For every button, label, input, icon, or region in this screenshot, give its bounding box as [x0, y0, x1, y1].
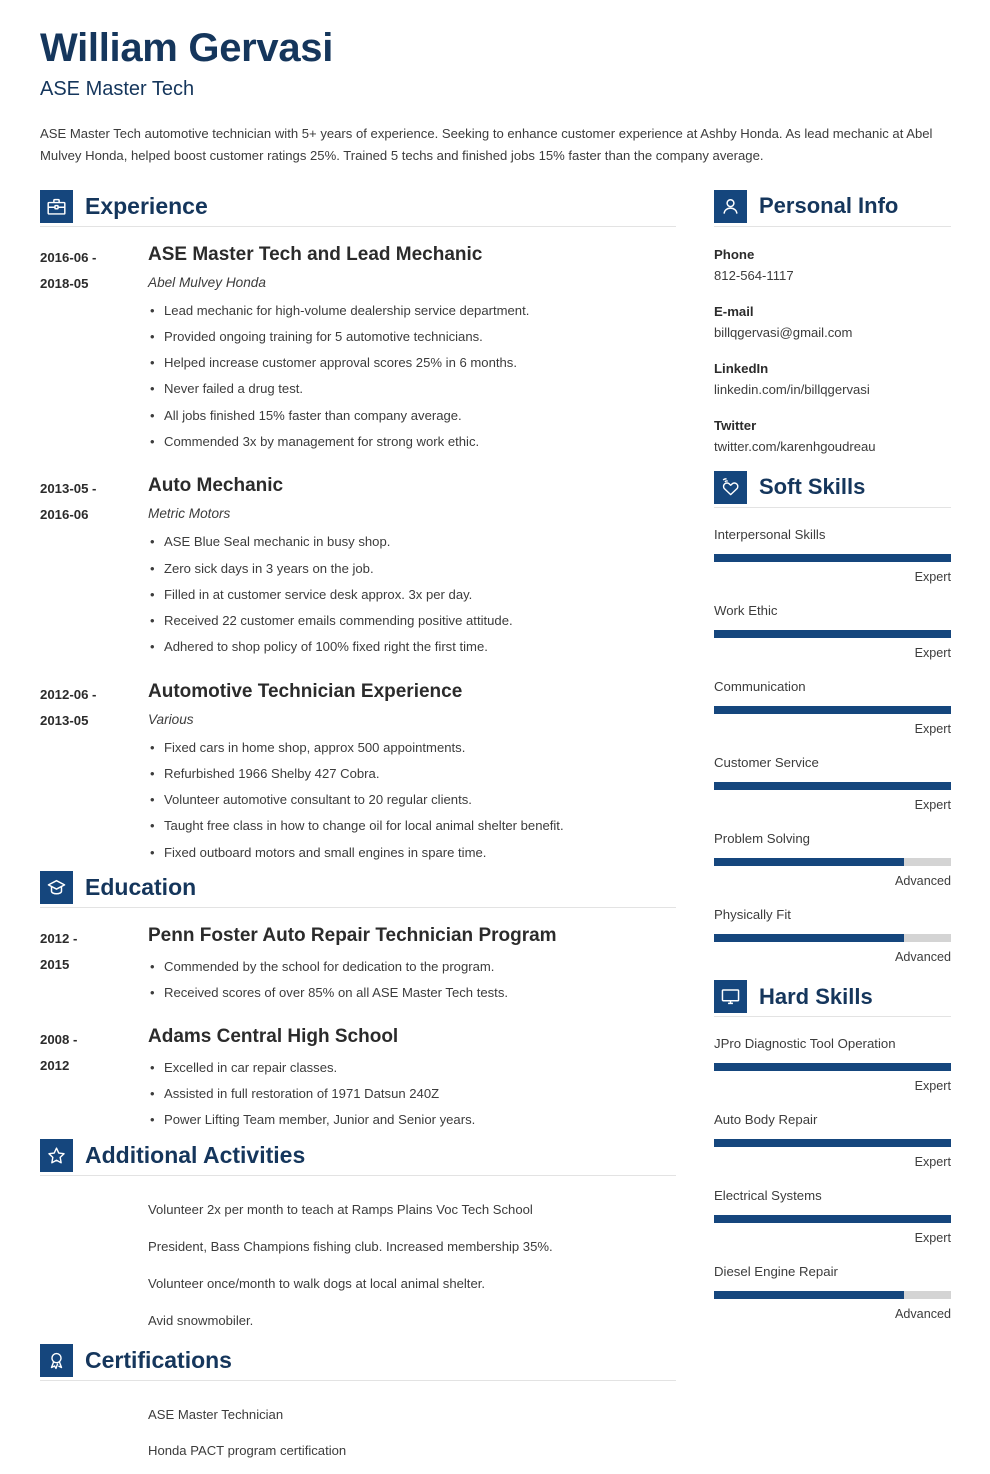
skill-bar-fill	[714, 554, 951, 562]
skill-bar-fill	[714, 1139, 951, 1147]
field-value[interactable]: linkedin.com/in/billqgervasi	[714, 381, 870, 397]
skill-label: Auto Body Repair	[714, 1112, 818, 1128]
personal-info-field	[714, 300, 950, 344]
skill-level: Expert	[914, 1231, 951, 1246]
skill-bar	[714, 858, 951, 866]
additional-activities-divider	[40, 1175, 676, 1176]
skill-item	[714, 524, 950, 587]
certifications-divider	[40, 1380, 676, 1381]
skill-level: Advanced	[894, 950, 951, 965]
education-divider	[40, 907, 676, 908]
experience-heading	[40, 190, 676, 223]
bullet-item: • Volunteer automotive consultant to 20 regular clients.	[148, 787, 676, 813]
bullet-item: • Refurbished 1966 Shelby 427 Cobra.	[148, 761, 676, 787]
skill-label: JPro Diagnostic Tool Operation	[714, 1036, 896, 1052]
skill-item	[714, 676, 950, 739]
education-entry	[40, 924, 676, 1005]
section-certifications	[40, 1344, 676, 1471]
date-end: 2015	[40, 957, 70, 973]
field-value[interactable]: twitter.com/karenhgoudreau	[714, 439, 876, 455]
briefcase-icon	[40, 190, 73, 223]
bullet-item: • Received scores of over 85% on all ASE Master Tech tests.	[148, 979, 676, 1005]
skill-bar	[714, 1215, 951, 1223]
education-heading	[40, 871, 676, 904]
experience-divider	[40, 226, 676, 227]
school-name: Penn Foster Auto Repair Technician Program	[148, 925, 557, 947]
skill-item	[714, 1261, 950, 1324]
job-bullets	[148, 734, 676, 865]
hard-skills-title: Hard Skills	[759, 983, 873, 1009]
personal-info-field	[714, 357, 950, 401]
certifications-title: Certifications	[85, 1346, 232, 1373]
hard-skills-list	[714, 1033, 950, 1324]
right-column	[676, 190, 950, 1337]
experience-title: Experience	[85, 192, 208, 219]
skill-bar-fill	[714, 1215, 951, 1223]
additional-activities-title: Additional Activities	[85, 1141, 306, 1168]
skill-label: Customer Service	[714, 755, 819, 770]
personal-info-field	[714, 243, 950, 287]
job-title: ASE Master Tech and Lead Mechanic	[148, 243, 483, 265]
skill-item	[714, 1185, 950, 1248]
person-icon	[714, 190, 747, 223]
section-additional-activities	[40, 1139, 676, 1340]
experience-entry	[40, 680, 676, 865]
date-end: 2018-05	[40, 275, 89, 291]
job-bullets	[148, 529, 676, 660]
section-hard-skills	[714, 980, 950, 1324]
experience-entry	[40, 243, 676, 455]
skill-bar	[714, 630, 951, 638]
job-title: Auto Mechanic	[148, 475, 284, 497]
experience-entry-body	[148, 680, 676, 865]
education-bullets	[148, 1054, 676, 1133]
skill-bar-fill	[714, 934, 904, 942]
field-label: Phone	[714, 246, 755, 262]
skill-bar-fill	[714, 1063, 951, 1071]
bullet-item: • Adhered to shop policy of 100% fixed right the first time.	[148, 634, 676, 660]
field-value[interactable]: 812-564-1117	[714, 267, 794, 283]
personal-info-title: Personal Info	[759, 193, 899, 219]
skill-item	[714, 1109, 950, 1172]
certifications-list	[40, 1397, 676, 1471]
bullet-item: • Fixed cars in home shop, approx 500 appointments.	[148, 734, 676, 760]
skill-item	[714, 752, 950, 815]
activity-item: President, Bass Champions fishing club. Increased membership 35%.	[148, 1238, 553, 1254]
soft-skills-heading	[714, 471, 950, 504]
personal-info-heading	[714, 190, 950, 223]
skill-item	[714, 904, 950, 967]
hard-skills-divider	[714, 1016, 951, 1017]
soft-skills-title: Soft Skills	[759, 474, 866, 500]
professional-summary: ASE Master Tech automotive technician with 5+ years of experience. Seeking to enhance customer experience at Ashby Honda. As lead mechanic at Abel Mulvey Honda, helped boost customer ratings 25%. Trained 5 techs and finished jobs 15% faster than the company average.	[40, 125, 933, 164]
skill-item	[714, 600, 950, 663]
employer-name: Metric Motors	[148, 506, 231, 522]
date-start: 2013-05 -	[40, 481, 97, 497]
skill-label: Physically Fit	[714, 907, 791, 923]
activity-item: Avid snowmobiler.	[148, 1312, 254, 1328]
education-entry-body	[148, 1025, 676, 1132]
skill-bar	[714, 1139, 951, 1147]
skill-bar	[714, 1063, 951, 1071]
skill-label: Problem Solving	[714, 831, 811, 847]
experience-entries	[40, 243, 676, 866]
date-start: 2008 -	[40, 1032, 78, 1048]
candidate-name: William Gervasi	[40, 26, 334, 70]
graduation-cap-icon	[40, 871, 73, 904]
experience-entry-body	[148, 243, 676, 455]
date-start: 2016-06 -	[40, 249, 97, 265]
date-end: 2013-05	[40, 712, 89, 728]
bullet-item: • Excelled in car repair classes.	[148, 1054, 676, 1080]
personal-info-field	[714, 414, 950, 458]
heart-icon	[714, 471, 747, 504]
skill-level: Expert	[914, 646, 951, 661]
additional-activities-heading	[40, 1139, 676, 1172]
skill-level: Expert	[914, 798, 951, 813]
skill-item	[714, 1033, 950, 1096]
skill-level: Expert	[914, 1079, 951, 1094]
skill-level: Expert	[914, 722, 951, 737]
date-start: 2012 -	[40, 931, 78, 947]
section-education	[40, 871, 676, 1132]
bullet-item: • Lead mechanic for high-volume dealership service department.	[148, 297, 676, 323]
date-start: 2012-06 -	[40, 686, 97, 702]
skill-bar-fill	[714, 858, 904, 866]
award-ribbon-icon	[40, 1344, 73, 1377]
skill-level: Expert	[914, 1155, 951, 1170]
section-soft-skills	[714, 471, 950, 967]
skill-bar-fill	[714, 630, 951, 638]
soft-skills-divider	[714, 507, 951, 508]
bullet-item: • Received 22 customer emails commending positive attitude.	[148, 608, 676, 634]
candidate-job-title: ASE Master Tech	[40, 77, 195, 100]
skill-bar	[714, 934, 951, 942]
skill-item	[714, 828, 950, 891]
skill-label: Communication	[714, 678, 806, 694]
experience-entry-body	[148, 474, 676, 659]
skill-level: Advanced	[894, 1307, 951, 1322]
bullet-item: • Power Lifting Team member, Junior and Senior years.	[148, 1107, 676, 1133]
school-name: Adams Central High School	[148, 1026, 399, 1048]
soft-skills-list	[714, 524, 950, 967]
education-dates	[40, 924, 148, 1005]
skill-level: Expert	[914, 570, 951, 585]
additional-activities-list	[40, 1192, 676, 1340]
resume-columns	[0, 190, 990, 1474]
certifications-heading	[40, 1344, 676, 1377]
date-end: 2016-06	[40, 507, 89, 523]
skill-label: Diesel Engine Repair	[714, 1264, 838, 1280]
monitor-icon	[714, 980, 747, 1013]
field-value[interactable]: billqgervasi@gmail.com	[714, 324, 853, 340]
skill-bar	[714, 1291, 951, 1299]
skill-bar-fill	[714, 1291, 904, 1299]
skill-bar-fill	[714, 782, 951, 790]
field-label: Twitter	[714, 417, 757, 433]
field-label: E-mail	[714, 303, 754, 319]
education-title: Education	[85, 874, 197, 901]
bullet-item: • Commended by the school for dedication to the program.	[148, 953, 676, 979]
bullet-item: • Provided ongoing training for 5 automotive technicians.	[148, 323, 676, 349]
experience-dates	[40, 474, 148, 659]
date-end: 2012	[40, 1058, 70, 1074]
section-experience	[40, 190, 676, 866]
personal-info-fields	[714, 243, 950, 458]
bullet-item: • Never failed a drug test.	[148, 376, 676, 402]
activity-item: Volunteer 2x per month to teach at Ramps Plains Voc Tech School	[148, 1201, 533, 1217]
skill-bar	[714, 706, 951, 714]
skill-label: Interpersonal Skills	[714, 526, 826, 542]
section-personal-info	[714, 190, 950, 458]
job-bullets	[148, 297, 676, 454]
bullet-item: • Commended 3x by management for strong work ethic.	[148, 428, 676, 454]
resume-header	[0, 0, 990, 168]
bullet-item: • Assisted in full restoration of 1971 Datsun 240Z	[148, 1080, 676, 1106]
employer-name: Various	[148, 711, 194, 727]
bullet-item: • ASE Blue Seal mechanic in busy shop.	[148, 529, 676, 555]
bullet-item: • Fixed outboard motors and small engines in spare time.	[148, 839, 676, 865]
certification-item: Honda PACT program certification	[148, 1443, 347, 1459]
skill-bar-fill	[714, 706, 951, 714]
personal-info-divider	[714, 226, 951, 227]
activity-item: Volunteer once/month to walk dogs at local animal shelter.	[148, 1275, 485, 1291]
bullet-item: • All jobs finished 15% faster than company average.	[148, 402, 676, 428]
bullet-item: • Zero sick days in 3 years on the job.	[148, 555, 676, 581]
bullet-item: • Filled in at customer service desk approx. 3x per day.	[148, 581, 676, 607]
experience-dates	[40, 243, 148, 455]
skill-bar	[714, 782, 951, 790]
education-entry-body	[148, 924, 676, 1005]
experience-entry	[40, 474, 676, 659]
skill-label: Electrical Systems	[714, 1188, 822, 1204]
job-title: Automotive Technician Experience	[148, 680, 463, 702]
employer-name: Abel Mulvey Honda	[148, 274, 266, 290]
education-entry	[40, 1025, 676, 1132]
field-label: LinkedIn	[714, 360, 769, 376]
star-icon	[40, 1139, 73, 1172]
bullet-item: • Helped increase customer approval scores 25% in 6 months.	[148, 350, 676, 376]
experience-dates	[40, 680, 148, 865]
skill-level: Advanced	[894, 874, 951, 889]
education-bullets	[148, 953, 676, 1005]
education-dates	[40, 1025, 148, 1132]
skill-label: Work Ethic	[714, 602, 778, 618]
left-column	[40, 190, 676, 1474]
education-entries	[40, 924, 676, 1132]
bullet-item: • Taught free class in how to change oil for local animal shelter benefit.	[148, 813, 676, 839]
certification-item: ASE Master Technician	[148, 1406, 284, 1422]
hard-skills-heading	[714, 980, 950, 1013]
skill-bar	[714, 554, 951, 562]
